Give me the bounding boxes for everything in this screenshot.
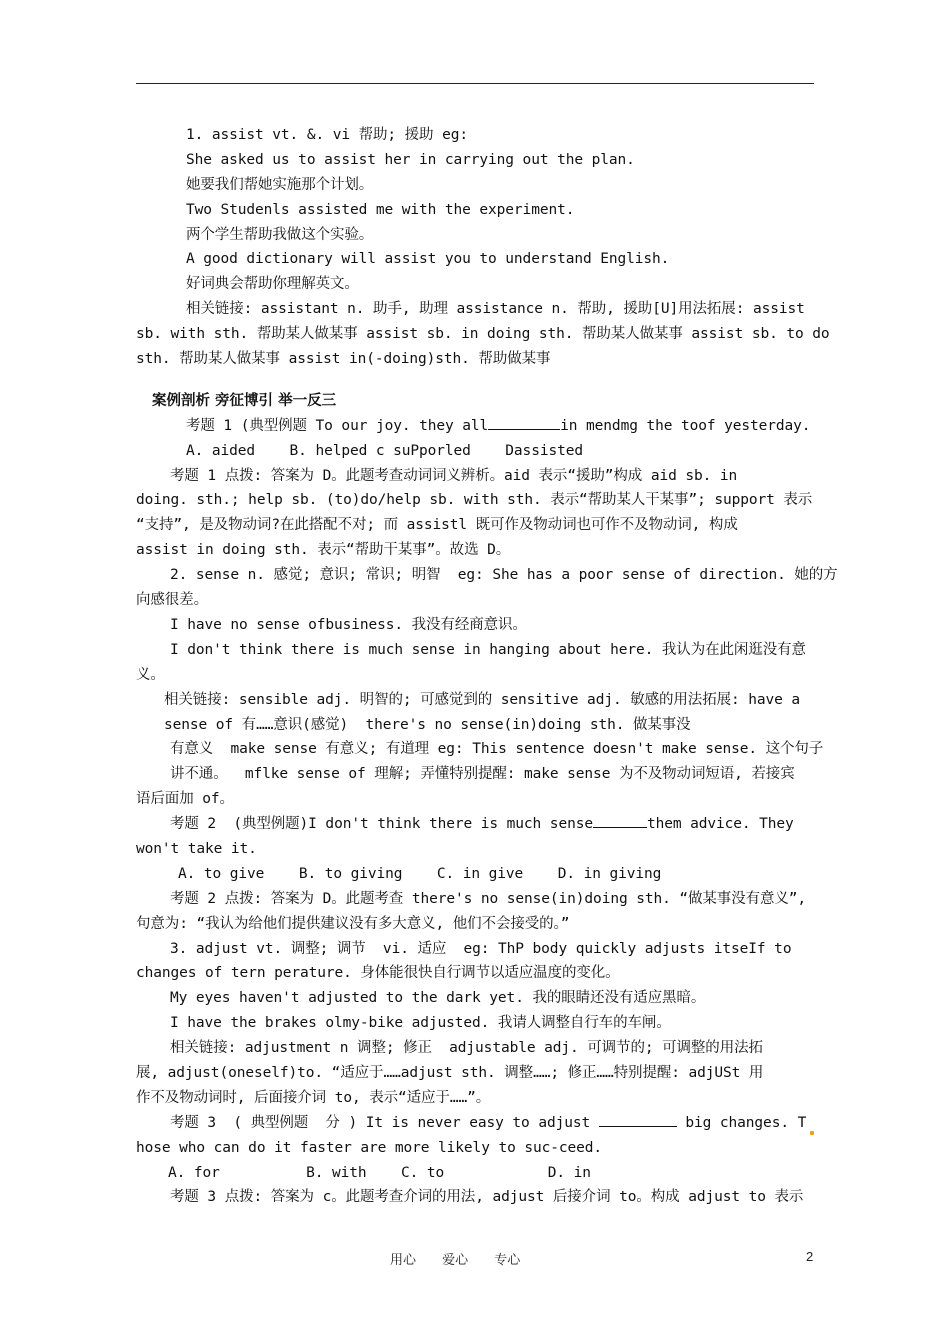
text-line: 1. assist vt. &. vi 帮助; 援助 eg: bbox=[186, 127, 468, 143]
text-line: 考题 3 点拨: 答案为 c。此题考查介词的用法, adjust 后接介词 to。构成 adjust to 表示 bbox=[170, 1189, 804, 1206]
text-line: assist in doing sth. 表示“帮助干某事”。故选 D。 bbox=[136, 542, 511, 559]
question-stem: 考题 3 ( 典型例题 分 ) It is never easy to adjust bbox=[170, 1114, 591, 1131]
text-line: sense of 有……意识(感觉) there's no sense(in)doing sth. 做某事没 bbox=[164, 716, 691, 733]
text-line: 有意义 make sense 有意义; 有道理 eg: This sentence doesn't make sense. 这个句子 bbox=[170, 741, 824, 758]
question-line bbox=[136, 1111, 816, 1136]
highlight-mark bbox=[810, 1131, 814, 1135]
text-line: sth. 帮助某人做某事 assist in(-doing)sth. 帮助做某事 bbox=[136, 351, 551, 368]
question-stem-end: them advice. They bbox=[646, 816, 794, 833]
text-line: 语后面加 of。 bbox=[136, 791, 234, 808]
text-line: 向感很差。 bbox=[136, 592, 208, 609]
page-footer bbox=[0, 1249, 950, 1269]
page-number: 2 bbox=[806, 1249, 814, 1264]
text-line: 3. adjust vt. 调整; 调节 vi. 适应 eg: ThP body quickly adjusts itseIf to bbox=[170, 940, 792, 957]
text-line: 考题 2 点拨: 答案为 D。此题考查 there's no sense(in)doing sth. “做某事没有意义”, bbox=[170, 890, 807, 907]
spacer bbox=[136, 372, 816, 389]
footer-motto: 用心 爱心 专心 bbox=[390, 1253, 521, 1268]
text-line: 展, adjust(oneself)to. “适应于……adjust sth. 调整……; 修正……特别提醒: adjUSt 用 bbox=[136, 1064, 764, 1081]
text-line: 好词典会帮助你理解英文。 bbox=[186, 276, 359, 293]
question-stem: 考题 1 (典型例题 To our joy. they all bbox=[186, 417, 489, 434]
text-line: won't take it. bbox=[136, 840, 257, 857]
answer-options: A. aided B. helped c suPporled Dassisted bbox=[186, 442, 583, 459]
text-line: I don't think there is much sense in hanging about here. 我认为在此闲逛没有意 bbox=[170, 641, 806, 658]
text-line: 句意为: “我认为给他们提供建议没有多大意义, 他们不会接受的。” bbox=[136, 915, 570, 932]
text-line: sb. with sth. 帮助某人做某事 assist sb. in doing sth. 帮助某人做某事 assist sb. to do bbox=[136, 326, 830, 343]
text-line: doing. sth.; help sb. (to)do/help sb. with sth. 表示“帮助某人干某事”; support 表示 bbox=[136, 492, 813, 509]
text-line: “支持”, 是及物动词?在此搭配不对; 而 assistl 既可作及物动词也可作不及物动词, 构成 bbox=[136, 517, 738, 534]
answer-options: A. to give B. to giving C. in give D. in giving bbox=[178, 865, 662, 882]
section-heading: 案例剖析 旁征博引 举一反三 bbox=[152, 392, 337, 409]
question-line bbox=[136, 812, 816, 837]
answer-blank bbox=[593, 813, 647, 828]
text-line: 作不及物动词时, 后面接介词 to, 表示“适应于……”。 bbox=[136, 1089, 491, 1106]
text-line: 相关链接: assistant n. 助手, 助理 assistance n. 帮助, 援助[U]用法拓展: assist bbox=[186, 301, 805, 318]
text-line: I have the brakes olmy-bike adjusted. 我请人调整自行车的车闸。 bbox=[170, 1015, 671, 1032]
text-line: I have no sense ofbusiness. 我没有经商意识。 bbox=[170, 616, 527, 633]
text-line: 2. sense n. 感觉; 意识; 常识; 明智 eg: She has a poor sense of direction. 她的方 bbox=[170, 567, 838, 584]
text-line: 相关链接: sensible adj. 明智的; 可感觉到的 sensitive adj. 敏感的用法拓展: have a bbox=[164, 691, 801, 708]
text-line: 考题 1 点拨: 答案为 D。此题考查动词词义辨析。aid 表示“援助”构成 aid sb. in bbox=[170, 467, 738, 484]
question-line bbox=[136, 414, 816, 439]
text-line: 她要我们帮她实施那个计划。 bbox=[186, 176, 374, 193]
text-line: 义。 bbox=[136, 666, 165, 683]
answer-options: A. for B. with C. to D. in bbox=[168, 1164, 591, 1181]
answer-blank bbox=[488, 415, 560, 430]
text-line: changes of tern perature. 身体能很快自行调节以适应温度的变化。 bbox=[136, 965, 620, 982]
question-stem-end: big changes. T bbox=[685, 1114, 807, 1131]
header-rule bbox=[136, 83, 814, 84]
question-stem: 考题 2 (典型例题)I don't think there is much sense bbox=[170, 816, 593, 833]
text-line: Two Studenls assisted me with the experiment. bbox=[186, 201, 575, 218]
text-line: 两个学生帮助我做这个实验。 bbox=[186, 226, 374, 243]
text-line: A good dictionary will assist you to understand English. bbox=[186, 251, 670, 268]
text-line: hose who can do it faster are more likely to suc-ceed. bbox=[136, 1139, 603, 1156]
text-line: 讲不通。 mflke sense of 理解; 弄懂特别提醒: make sense 为不及物动词短语, 若接宾 bbox=[170, 766, 795, 783]
text-line: 相关链接: adjustment n 调整; 修正 adjustable adj. 可调节的; 可调整的用法拓 bbox=[170, 1040, 763, 1057]
text-line: My eyes haven't adjusted to the dark yet. 我的眼睛还没有适应黑暗。 bbox=[170, 990, 706, 1007]
page-body bbox=[136, 123, 838, 1210]
text-line: She asked us to assist her in carrying out the plan. bbox=[186, 151, 635, 168]
answer-blank bbox=[599, 1112, 677, 1127]
question-stem-end: in mendmg the toof yesterday. bbox=[560, 417, 811, 434]
